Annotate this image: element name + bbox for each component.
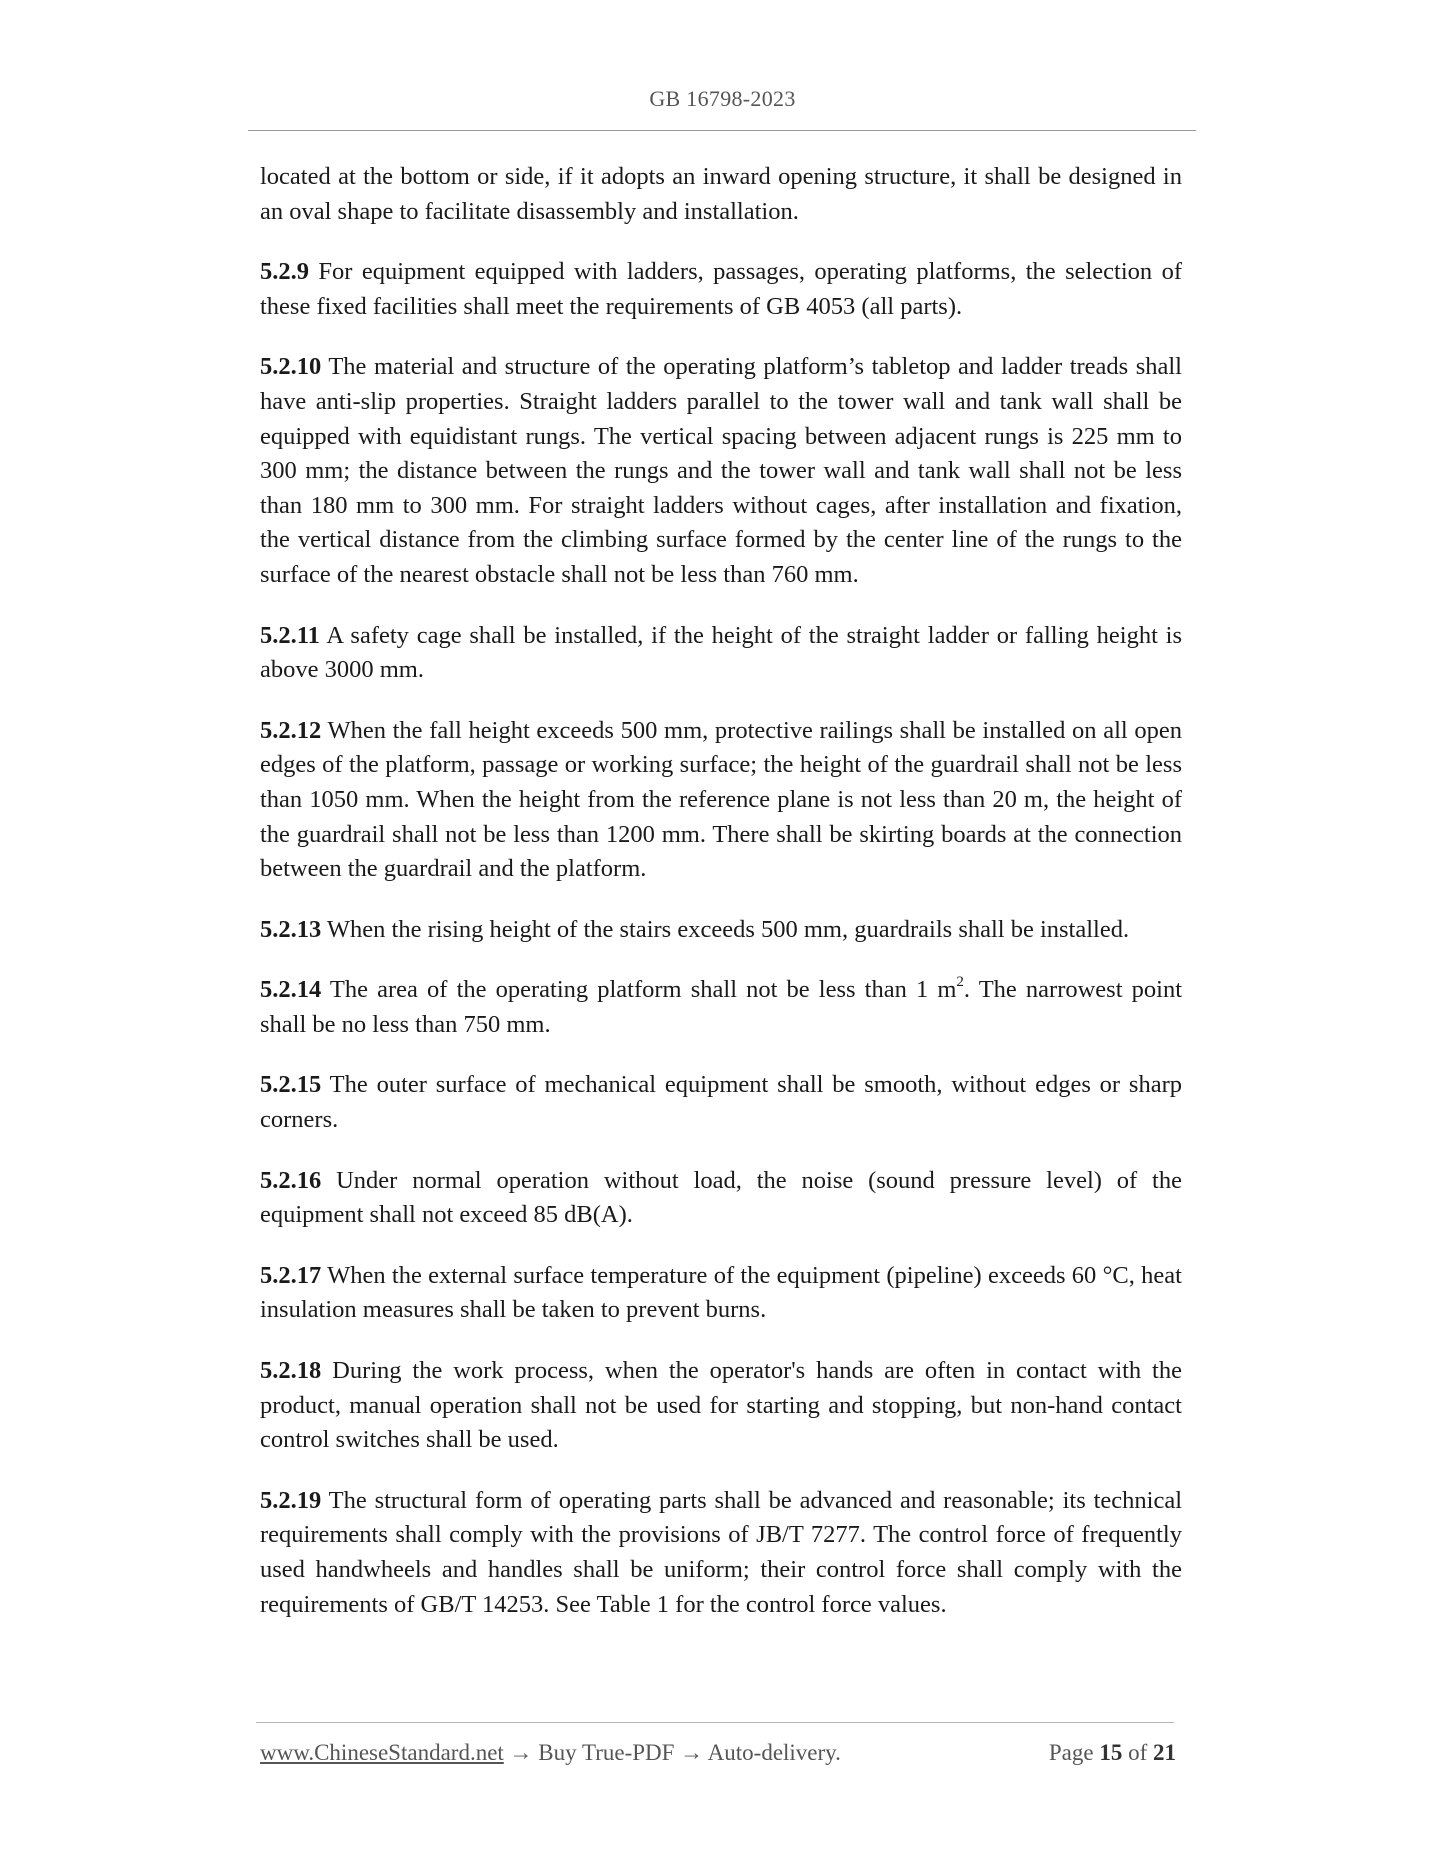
clause-5-2-18 <box>260 1354 1182 1458</box>
clause-5-2-15 <box>260 1068 1182 1137</box>
clause-text: A safety cage shall be installed, if the height of the straight ladder or falling height is above 3000 mm. <box>260 621 1182 684</box>
clause-text: The outer surface of mechanical equipment shall be smooth, without edges or sharp corners. <box>260 1071 1182 1134</box>
clause-5-2-17 <box>260 1259 1182 1328</box>
clause-number: 5.2.16 <box>260 1166 322 1194</box>
clause-text-continued: . The narrowest point shall be no less than 750 mm. <box>260 976 1182 1038</box>
clause-5-2-14 <box>260 973 1182 1042</box>
promo-text: → Buy True-PDF → Auto-delivery. <box>503 1740 841 1765</box>
clause-text: During the work process, when the operator's hands are often in contact with the product, manual operation shall not be used for starting and stopping, but non-hand contact control switches shall be used. <box>260 1357 1182 1454</box>
header-divider <box>248 130 1196 131</box>
clause-number: 5.2.13 <box>260 915 322 943</box>
clause-number: 5.2.15 <box>260 1071 322 1099</box>
clause-number: 5.2.19 <box>260 1486 322 1514</box>
clause-number: 5.2.17 <box>260 1261 322 1289</box>
page-total: 21 <box>1153 1740 1176 1765</box>
document-body <box>260 160 1182 1648</box>
paragraph-text: located at the bottom or side, if it adopts an inward opening structure, it shall be designed in an oval shape to facilitate disassembly and installation. <box>260 163 1182 225</box>
clause-text: When the rising height of the stairs exceeds 500 mm, guardrails shall be installed. <box>321 915 1130 943</box>
superscript-exponent: 2 <box>956 974 964 991</box>
clause-5-2-16 <box>260 1164 1182 1233</box>
footer-promo <box>260 1740 841 1766</box>
clause-number: 5.2.14 <box>260 976 322 1004</box>
clause-number: 5.2.11 <box>260 621 320 649</box>
clause-5-2-19 <box>260 1484 1182 1622</box>
page-header-doc-id: GB 16798-2023 <box>649 86 796 111</box>
clause-5-2-9 <box>260 255 1182 324</box>
clause-5-2-12 <box>260 714 1182 887</box>
clause-5-2-13 <box>260 913 1182 948</box>
clause-text: Under normal operation without load, the noise (sound pressure level) of the equipment shall not exceed 85 dB(A). <box>260 1166 1182 1229</box>
paragraph-continuation <box>260 160 1182 229</box>
clause-number: 5.2.10 <box>260 353 322 381</box>
page-of: of <box>1122 1740 1153 1765</box>
page-current: 15 <box>1099 1740 1123 1765</box>
clause-text: The material and structure of the operating platform’s tabletop and ladder treads shall have anti-slip properties. Straight ladders parallel to the tower wall and tank wall shall be equipped with equidistant rungs. The vertical spacing between adjacent rungs is 225 mm to 300 mm; the distance between the rungs and the tower wall and tank wall shall not be less than 180 mm to 300 mm. For straight ladders without cages, after installation and fixation, the vertical distance from the climbing surface formed by the center line of the rungs to the surface of the nearest obstacle shall not be less than 760 mm. <box>260 353 1182 588</box>
clause-number: 5.2.9 <box>260 258 309 286</box>
footer-divider <box>256 1722 1174 1723</box>
page-prefix: Page <box>1048 1740 1100 1765</box>
clause-text: The area of the operating platform shall not be less than 1 m <box>321 976 957 1004</box>
clause-5-2-10 <box>260 350 1182 592</box>
clause-text: For equipment equipped with ladders, passages, operating platforms, the selection of these fixed facilities shall meet the requirements of GB 4053 (all parts). <box>260 258 1182 320</box>
clause-number: 5.2.12 <box>260 716 322 744</box>
clause-number: 5.2.18 <box>260 1357 322 1385</box>
page-indicator <box>1049 1740 1176 1766</box>
clause-text: The structural form of operating parts shall be advanced and reasonable; its technical requirements shall comply with the provisions of JB/T 7277. The control force of frequently used handwheels and handles shall be uniform; their control force shall comply with the requirements of GB/T 14253. See Table 1 for the control force values. <box>260 1486 1182 1618</box>
clause-5-2-11 <box>260 619 1182 688</box>
clause-text: When the fall height exceeds 500 mm, protective railings shall be installed on all open edges of the platform, passage or working surface; the height of the guardrail shall not be less than 1050 mm. When the height from the reference plane is not less than 20 m, the height of the guardrail shall not be less than 1200 mm. There shall be skirting boards at the connection between the guardrail and the platform. <box>260 716 1182 883</box>
site-link[interactable]: www.ChineseStandard.net <box>260 1740 504 1765</box>
clause-text: When the external surface temperature of the equipment (pipeline) exceeds 60 °C, heat insulation measures shall be taken to prevent burns. <box>260 1261 1182 1324</box>
